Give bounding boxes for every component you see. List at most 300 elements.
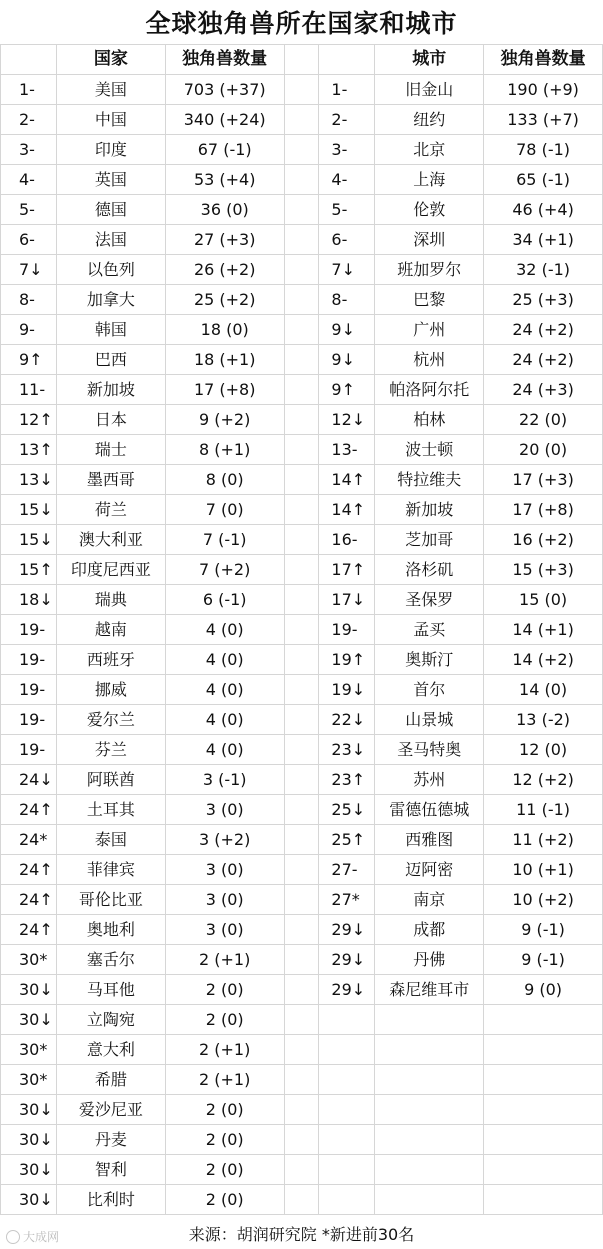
spacer-cell [284, 345, 319, 375]
city-name: 上海 [375, 165, 484, 195]
country-name: 爱尔兰 [56, 705, 165, 735]
city-count: 133 (+7) [484, 105, 603, 135]
country-count: 17 (+8) [165, 375, 284, 405]
country-name: 加拿大 [56, 285, 165, 315]
country-name: 德国 [56, 195, 165, 225]
table-row [1, 825, 603, 855]
country-rank: 6- [1, 225, 57, 255]
spacer-cell [284, 585, 319, 615]
country-count: 8 (+1) [165, 435, 284, 465]
spacer-cell [284, 675, 319, 705]
country-count: 6 (-1) [165, 585, 284, 615]
table-row [1, 315, 603, 345]
country-name: 阿联酋 [56, 765, 165, 795]
country-count: 4 (0) [165, 615, 284, 645]
country-name: 澳大利亚 [56, 525, 165, 555]
spacer-cell [284, 945, 319, 975]
spacer-cell [284, 765, 319, 795]
table-row [1, 345, 603, 375]
spacer-cell [284, 525, 319, 555]
city-rank: 23↓ [319, 735, 375, 765]
country-count: 3 (0) [165, 885, 284, 915]
country-rank: 2- [1, 105, 57, 135]
country-count: 2 (0) [165, 975, 284, 1005]
table-row [1, 285, 603, 315]
country-count: 703 (+37) [165, 75, 284, 105]
city-name [375, 1065, 484, 1095]
city-rank: 6- [319, 225, 375, 255]
country-name: 希腊 [56, 1065, 165, 1095]
city-count: 17 (+8) [484, 495, 603, 525]
country-count: 4 (0) [165, 735, 284, 765]
country-name: 瑞典 [56, 585, 165, 615]
city-name: 特拉维夫 [375, 465, 484, 495]
city-rank-header [319, 45, 375, 75]
city-name: 雷德伍德城 [375, 795, 484, 825]
spacer-cell [284, 855, 319, 885]
city-rank: 9↓ [319, 315, 375, 345]
country-rank: 19- [1, 645, 57, 675]
city-rank: 19↑ [319, 645, 375, 675]
spacer-cell [284, 165, 319, 195]
spacer-cell [284, 225, 319, 255]
city-rank: 27* [319, 885, 375, 915]
city-count: 14 (+2) [484, 645, 603, 675]
table-row [1, 765, 603, 795]
table-row [1, 75, 603, 105]
city-name: 北京 [375, 135, 484, 165]
spacer-cell [284, 45, 319, 75]
city-count: 78 (-1) [484, 135, 603, 165]
spacer-cell [284, 795, 319, 825]
city-rank [319, 1035, 375, 1065]
spacer-cell [284, 735, 319, 765]
country-rank: 13↑ [1, 435, 57, 465]
watermark-logo-icon [6, 1230, 20, 1244]
table-row [1, 405, 603, 435]
city-count: 22 (0) [484, 405, 603, 435]
country-rank: 30↓ [1, 1125, 57, 1155]
table-row [1, 165, 603, 195]
country-name: 芬兰 [56, 735, 165, 765]
city-name: 南京 [375, 885, 484, 915]
country-rank: 30↓ [1, 1095, 57, 1125]
country-count: 9 (+2) [165, 405, 284, 435]
country-count: 3 (-1) [165, 765, 284, 795]
country-count: 7 (-1) [165, 525, 284, 555]
city-rank: 7↓ [319, 255, 375, 285]
country-count: 340 (+24) [165, 105, 284, 135]
spacer-cell [284, 105, 319, 135]
city-name: 西雅图 [375, 825, 484, 855]
table-row [1, 375, 603, 405]
country-name: 英国 [56, 165, 165, 195]
country-count: 4 (0) [165, 645, 284, 675]
country-count: 3 (0) [165, 795, 284, 825]
city-count [484, 1005, 603, 1035]
city-name: 旧金山 [375, 75, 484, 105]
country-rank: 30↓ [1, 975, 57, 1005]
city-name: 洛杉矶 [375, 555, 484, 585]
table-row [1, 915, 603, 945]
country-rank: 24* [1, 825, 57, 855]
city-header: 城市 [375, 45, 484, 75]
city-count: 24 (+2) [484, 345, 603, 375]
country-rank: 15↓ [1, 495, 57, 525]
city-name: 柏林 [375, 405, 484, 435]
table-row [1, 1005, 603, 1035]
city-count [484, 1125, 603, 1155]
city-rank: 23↑ [319, 765, 375, 795]
country-rank: 24↑ [1, 915, 57, 945]
city-count [484, 1095, 603, 1125]
spacer-cell [284, 375, 319, 405]
country-name: 丹麦 [56, 1125, 165, 1155]
city-count: 12 (+2) [484, 765, 603, 795]
country-rank: 5- [1, 195, 57, 225]
table-row [1, 525, 603, 555]
city-count: 46 (+4) [484, 195, 603, 225]
country-name: 比利时 [56, 1185, 165, 1215]
country-rank: 15↑ [1, 555, 57, 585]
country-count: 25 (+2) [165, 285, 284, 315]
spacer-cell [284, 75, 319, 105]
city-rank: 14↑ [319, 465, 375, 495]
city-count: 20 (0) [484, 435, 603, 465]
city-name [375, 1155, 484, 1185]
city-name: 波士顿 [375, 435, 484, 465]
country-name: 墨西哥 [56, 465, 165, 495]
table-row [1, 1155, 603, 1185]
country-rank: 24↑ [1, 795, 57, 825]
table-row [1, 1185, 603, 1215]
country-name: 西班牙 [56, 645, 165, 675]
city-name: 伦敦 [375, 195, 484, 225]
country-rank: 24↓ [1, 765, 57, 795]
table-row [1, 675, 603, 705]
city-rank [319, 1155, 375, 1185]
city-name [375, 1095, 484, 1125]
country-count: 18 (0) [165, 315, 284, 345]
city-name: 深圳 [375, 225, 484, 255]
table-row [1, 645, 603, 675]
country-rank: 18↓ [1, 585, 57, 615]
city-rank: 8- [319, 285, 375, 315]
country-count: 2 (+1) [165, 1035, 284, 1065]
spacer-cell [284, 405, 319, 435]
country-name: 奥地利 [56, 915, 165, 945]
country-rank: 15↓ [1, 525, 57, 555]
country-name: 泰国 [56, 825, 165, 855]
country-name: 巴西 [56, 345, 165, 375]
city-count [484, 1035, 603, 1065]
city-rank: 9↑ [319, 375, 375, 405]
country-rank: 30* [1, 1065, 57, 1095]
country-count: 7 (+2) [165, 555, 284, 585]
country-name: 智利 [56, 1155, 165, 1185]
country-count: 53 (+4) [165, 165, 284, 195]
watermark [6, 1228, 59, 1245]
country-count-header: 独角兽数量 [165, 45, 284, 75]
table-row [1, 975, 603, 1005]
country-rank: 30↓ [1, 1185, 57, 1215]
country-name: 新加坡 [56, 375, 165, 405]
city-rank: 29↓ [319, 915, 375, 945]
country-name: 法国 [56, 225, 165, 255]
country-count: 2 (0) [165, 1125, 284, 1155]
city-rank: 14↑ [319, 495, 375, 525]
city-name: 班加罗尔 [375, 255, 484, 285]
country-name: 韩国 [56, 315, 165, 345]
table-row [1, 435, 603, 465]
watermark-text: 大成网 [23, 1230, 60, 1244]
city-rank [319, 1185, 375, 1215]
city-count: 32 (-1) [484, 255, 603, 285]
country-name: 立陶宛 [56, 1005, 165, 1035]
spacer-cell [284, 915, 319, 945]
table-row [1, 195, 603, 225]
table-row [1, 735, 603, 765]
city-count: 15 (0) [484, 585, 603, 615]
spacer-cell [284, 1035, 319, 1065]
spacer-cell [284, 1155, 319, 1185]
city-count: 24 (+2) [484, 315, 603, 345]
city-count: 16 (+2) [484, 525, 603, 555]
city-count: 25 (+3) [484, 285, 603, 315]
table-row [1, 795, 603, 825]
city-rank: 1- [319, 75, 375, 105]
table-row [1, 225, 603, 255]
country-rank: 19- [1, 615, 57, 645]
country-rank: 11- [1, 375, 57, 405]
city-rank: 22↓ [319, 705, 375, 735]
table-row [1, 615, 603, 645]
city-count: 34 (+1) [484, 225, 603, 255]
spacer-cell [284, 495, 319, 525]
country-rank: 30↓ [1, 1155, 57, 1185]
country-rank: 30↓ [1, 1005, 57, 1035]
country-count: 2 (+1) [165, 1065, 284, 1095]
table-row [1, 1035, 603, 1065]
city-rank: 17↓ [319, 585, 375, 615]
city-name: 新加坡 [375, 495, 484, 525]
country-count: 27 (+3) [165, 225, 284, 255]
city-name: 丹佛 [375, 945, 484, 975]
country-name: 美国 [56, 75, 165, 105]
city-name: 迈阿密 [375, 855, 484, 885]
country-count: 2 (0) [165, 1155, 284, 1185]
table-row [1, 1095, 603, 1125]
country-rank: 7↓ [1, 255, 57, 285]
spacer-cell [284, 195, 319, 225]
table-row [1, 105, 603, 135]
city-count: 14 (+1) [484, 615, 603, 645]
table-row [1, 555, 603, 585]
table-row [1, 585, 603, 615]
city-name: 苏州 [375, 765, 484, 795]
country-name: 菲律宾 [56, 855, 165, 885]
country-name: 日本 [56, 405, 165, 435]
table-row [1, 885, 603, 915]
city-rank: 16- [319, 525, 375, 555]
country-count: 2 (+1) [165, 945, 284, 975]
country-count: 3 (+2) [165, 825, 284, 855]
country-rank: 12↑ [1, 405, 57, 435]
city-name: 山景城 [375, 705, 484, 735]
city-rank [319, 1065, 375, 1095]
country-name: 马耳他 [56, 975, 165, 1005]
city-count: 9 (-1) [484, 945, 603, 975]
city-count: 15 (+3) [484, 555, 603, 585]
country-name: 以色列 [56, 255, 165, 285]
city-rank: 13- [319, 435, 375, 465]
country-count: 26 (+2) [165, 255, 284, 285]
spacer-cell [284, 1125, 319, 1155]
city-rank: 29↓ [319, 975, 375, 1005]
table-row [1, 465, 603, 495]
city-name [375, 1125, 484, 1155]
country-header: 国家 [56, 45, 165, 75]
spacer-cell [284, 885, 319, 915]
country-count: 4 (0) [165, 675, 284, 705]
country-name: 塞舌尔 [56, 945, 165, 975]
city-count [484, 1155, 603, 1185]
spacer-cell [284, 1095, 319, 1125]
city-rank: 19- [319, 615, 375, 645]
city-name: 巴黎 [375, 285, 484, 315]
country-name: 意大利 [56, 1035, 165, 1065]
city-count: 10 (+2) [484, 885, 603, 915]
city-rank: 4- [319, 165, 375, 195]
city-rank: 17↑ [319, 555, 375, 585]
country-rank: 1- [1, 75, 57, 105]
table-row [1, 255, 603, 285]
city-name: 圣保罗 [375, 585, 484, 615]
country-rank: 8- [1, 285, 57, 315]
city-name: 首尔 [375, 675, 484, 705]
country-name: 瑞士 [56, 435, 165, 465]
city-name [375, 1005, 484, 1035]
country-count: 2 (0) [165, 1005, 284, 1035]
country-count: 7 (0) [165, 495, 284, 525]
table-row [1, 1125, 603, 1155]
table-row [1, 705, 603, 735]
country-name: 挪威 [56, 675, 165, 705]
city-rank [319, 1005, 375, 1035]
city-name: 圣马特奥 [375, 735, 484, 765]
country-name: 爱沙尼亚 [56, 1095, 165, 1125]
city-rank [319, 1125, 375, 1155]
spacer-cell [284, 1065, 319, 1095]
city-rank: 12↓ [319, 405, 375, 435]
country-name: 中国 [56, 105, 165, 135]
country-count: 2 (0) [165, 1095, 284, 1125]
country-name: 土耳其 [56, 795, 165, 825]
city-name: 纽约 [375, 105, 484, 135]
city-name: 广州 [375, 315, 484, 345]
country-rank: 9↑ [1, 345, 57, 375]
table-row [1, 1065, 603, 1095]
city-count [484, 1185, 603, 1215]
city-name: 帕洛阿尔托 [375, 375, 484, 405]
city-name [375, 1035, 484, 1065]
city-rank: 3- [319, 135, 375, 165]
city-count: 65 (-1) [484, 165, 603, 195]
city-rank [319, 1095, 375, 1125]
country-name: 印度 [56, 135, 165, 165]
city-count: 11 (-1) [484, 795, 603, 825]
spacer-cell [284, 435, 319, 465]
country-rank: 30* [1, 945, 57, 975]
city-rank: 9↓ [319, 345, 375, 375]
table-row [1, 855, 603, 885]
city-name [375, 1185, 484, 1215]
table-row [1, 495, 603, 525]
city-rank: 2- [319, 105, 375, 135]
city-count: 9 (0) [484, 975, 603, 1005]
country-rank: 30* [1, 1035, 57, 1065]
country-rank: 19- [1, 675, 57, 705]
spacer-cell [284, 1185, 319, 1215]
country-count: 18 (+1) [165, 345, 284, 375]
country-count: 3 (0) [165, 915, 284, 945]
table-row [1, 945, 603, 975]
country-count: 8 (0) [165, 465, 284, 495]
country-rank: 4- [1, 165, 57, 195]
country-rank: 19- [1, 705, 57, 735]
city-count [484, 1065, 603, 1095]
spacer-cell [284, 135, 319, 165]
city-name: 芝加哥 [375, 525, 484, 555]
city-name: 杭州 [375, 345, 484, 375]
city-name: 奥斯汀 [375, 645, 484, 675]
unicorn-table [0, 44, 603, 1215]
city-count: 17 (+3) [484, 465, 603, 495]
country-rank: 13↓ [1, 465, 57, 495]
spacer-cell [284, 1005, 319, 1035]
spacer-cell [284, 255, 319, 285]
spacer-cell [284, 615, 319, 645]
city-count: 14 (0) [484, 675, 603, 705]
city-count: 24 (+3) [484, 375, 603, 405]
city-count: 9 (-1) [484, 915, 603, 945]
city-count: 10 (+1) [484, 855, 603, 885]
spacer-cell [284, 315, 319, 345]
city-count: 13 (-2) [484, 705, 603, 735]
city-rank: 5- [319, 195, 375, 225]
country-count: 4 (0) [165, 705, 284, 735]
page-title: 全球独角兽所在国家和城市 [145, 9, 458, 38]
country-name: 印度尼西亚 [56, 555, 165, 585]
header-row [1, 45, 603, 75]
city-count: 190 (+9) [484, 75, 603, 105]
country-rank: 3- [1, 135, 57, 165]
country-rank: 24↑ [1, 885, 57, 915]
table-row [1, 135, 603, 165]
city-rank: 19↓ [319, 675, 375, 705]
city-count-header: 独角兽数量 [484, 45, 603, 75]
country-rank: 9- [1, 315, 57, 345]
country-rank: 24↑ [1, 855, 57, 885]
city-count: 11 (+2) [484, 825, 603, 855]
source-footer: 来源：胡润研究院 *新进前30名 [188, 1225, 415, 1244]
country-name: 越南 [56, 615, 165, 645]
city-rank: 27- [319, 855, 375, 885]
city-rank: 25↑ [319, 825, 375, 855]
country-name: 哥伦比亚 [56, 885, 165, 915]
spacer-cell [284, 705, 319, 735]
city-rank: 29↓ [319, 945, 375, 975]
